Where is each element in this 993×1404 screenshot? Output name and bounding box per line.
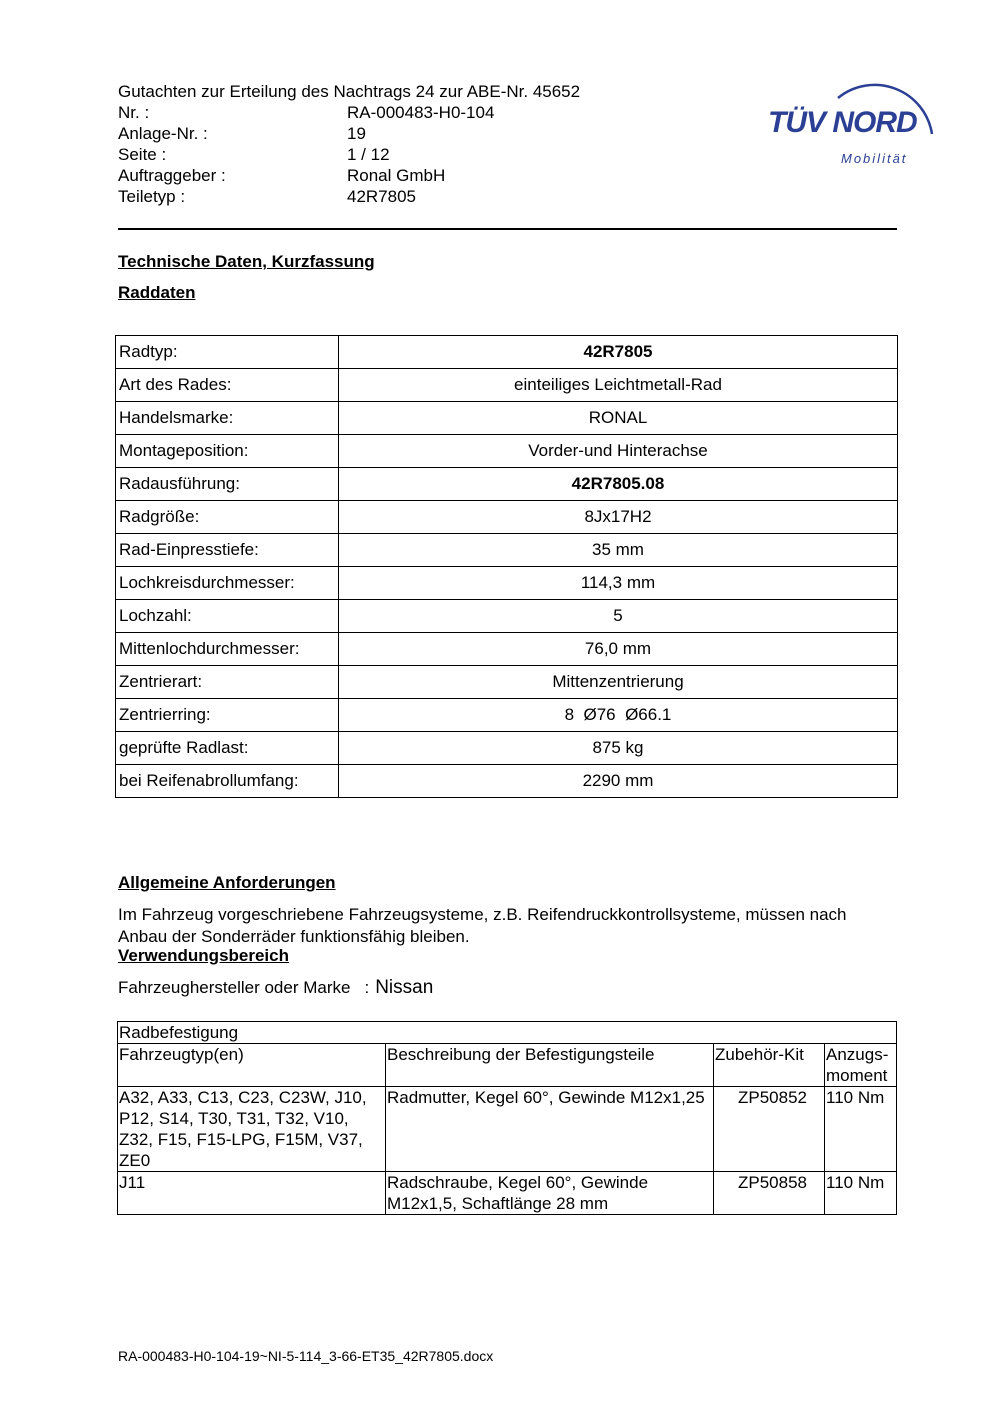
manufacturer-label: Fahrzeughersteller oder Marke: [118, 978, 351, 997]
table-row: [116, 501, 898, 534]
mounting-table: [117, 1021, 897, 1215]
wheel-key: Zentrierart:: [116, 666, 339, 699]
table-row: [116, 468, 898, 501]
wheel-value: RONAL: [339, 402, 898, 435]
wheel-value: 76,0 mm: [339, 633, 898, 666]
torque: 110 Nm: [825, 1172, 897, 1215]
heading-verwendungsbereich: Verwendungsbereich: [118, 946, 289, 965]
header-row-anlage: [118, 123, 580, 144]
footer-filename: RA-000483-H0-104-19~NI-5-114_3-66-ET35_42R7805.docx: [118, 1348, 494, 1364]
header-value: 19: [347, 124, 366, 143]
table-title-row: [118, 1022, 897, 1044]
tuv-nord-logo: [760, 56, 950, 176]
table-row: [116, 567, 898, 600]
table-row: [116, 732, 898, 765]
table-row: [116, 633, 898, 666]
wheel-value: 35 mm: [339, 534, 898, 567]
table-row: [118, 1087, 897, 1172]
fastener-description: Radmutter, Kegel 60°, Gewinde M12x1,25: [386, 1087, 714, 1172]
table-row: [116, 534, 898, 567]
wheel-key: Radtyp:: [116, 336, 339, 369]
torque: 110 Nm: [825, 1087, 897, 1172]
logo-text: TÜV NORD: [768, 106, 917, 139]
wheel-value: Mittenzentrierung: [339, 666, 898, 699]
manufacturer-line: [118, 977, 433, 999]
header-key: Anlage-Nr. :: [118, 124, 208, 143]
header-row-nr: [118, 102, 580, 123]
wheel-value: 114,3 mm: [339, 567, 898, 600]
mounting-table-title: Radbefestigung: [118, 1022, 897, 1044]
wheel-key: Montageposition:: [116, 435, 339, 468]
header-value: RA-000483-H0-104: [347, 103, 495, 122]
wheel-value: 42R7805: [339, 336, 898, 369]
wheel-data-table: [115, 335, 898, 798]
header-key: Nr. :: [118, 103, 150, 122]
wheel-value: 42R7805.08: [339, 468, 898, 501]
wheel-key: Handelsmarke:: [116, 402, 339, 435]
header-row-seite: [118, 144, 580, 165]
wheel-value: Vorder-und Hinterachse: [339, 435, 898, 468]
heading-raddaten: Raddaten: [118, 283, 196, 302]
manufacturer-value: Nissan: [375, 977, 434, 998]
heading-technische-daten: Technische Daten, Kurzfassung: [118, 252, 375, 271]
document-title: Gutachten zur Erteilung des Nachtrags 24 zur ABE-Nr. 45652: [118, 82, 581, 101]
table-row: [116, 666, 898, 699]
general-requirements-text: Im Fahrzeug vorgeschriebene Fahrzeugsysteme, z.B. Reifendruckkontrollsysteme, müssen nach Anbau der Sonderräder funktionsfähig bleiben.: [118, 905, 847, 946]
wheel-key: Art des Rades:: [116, 369, 339, 402]
column-header: Zubehör-Kit: [714, 1044, 825, 1087]
wheel-value: 8Jx17H2: [339, 501, 898, 534]
wheel-key: geprüfte Radlast:: [116, 732, 339, 765]
wheel-value: einteiliges Leichtmetall-Rad: [339, 369, 898, 402]
table-row: [116, 600, 898, 633]
wheel-value: 2290 mm: [339, 765, 898, 798]
wheel-key: Radgröße:: [116, 501, 339, 534]
header-row-auftraggeber: [118, 165, 580, 186]
vehicle-types: A32, A33, C13, C23, C23W, J10, P12, S14, T30, T31, T32, V10, Z32, F15, F15-LPG, F15M, V37, ZE0: [118, 1087, 386, 1172]
wheel-key: bei Reifenabrollumfang:: [116, 765, 339, 798]
wheel-key: Mittenlochdurchmesser:: [116, 633, 339, 666]
vehicle-types: J11: [118, 1172, 386, 1215]
header-key: Auftraggeber :: [118, 166, 226, 185]
table-row: [116, 765, 898, 798]
wheel-key: Radausführung:: [116, 468, 339, 501]
table-header-row: [118, 1044, 897, 1087]
header-divider: [118, 228, 897, 230]
header-value: Ronal GmbH: [347, 166, 446, 185]
table-row: [116, 369, 898, 402]
header-key: Seite :: [118, 145, 167, 164]
column-header: Fahrzeugtyp(en): [118, 1044, 386, 1087]
table-row: [116, 435, 898, 468]
wheel-key: Lochkreisdurchmesser:: [116, 567, 339, 600]
table-row: [118, 1172, 897, 1215]
logo-subtitle: Mobilität: [841, 151, 908, 166]
wheel-key: Zentrierring:: [116, 699, 339, 732]
accessory-kit: ZP50858: [714, 1172, 825, 1215]
column-header: Anzugs-moment: [825, 1044, 897, 1087]
wheel-value: 875 kg: [339, 732, 898, 765]
wheel-value: 8 Ø76 Ø66.1: [339, 699, 898, 732]
header-value: 1 / 12: [347, 145, 390, 164]
header-value: 42R7805: [347, 187, 417, 206]
fastener-description: Radschraube, Kegel 60°, Gewinde M12x1,5, Schaftlänge 28 mm: [386, 1172, 714, 1215]
document-header: [118, 81, 580, 207]
wheel-key: Lochzahl:: [116, 600, 339, 633]
column-header: Beschreibung der Befestigungsteile: [386, 1044, 714, 1087]
header-key: Teiletyp :: [118, 187, 186, 206]
wheel-key: Rad-Einpresstiefe:: [116, 534, 339, 567]
table-row: [116, 336, 898, 369]
table-row: [116, 699, 898, 732]
header-row-teiletyp: [118, 186, 580, 207]
heading-allgemeine-anforderungen: Allgemeine Anforderungen: [118, 873, 336, 892]
wheel-value: 5: [339, 600, 898, 633]
manufacturer-colon: :: [364, 978, 370, 997]
table-row: [116, 402, 898, 435]
accessory-kit: ZP50852: [714, 1087, 825, 1172]
